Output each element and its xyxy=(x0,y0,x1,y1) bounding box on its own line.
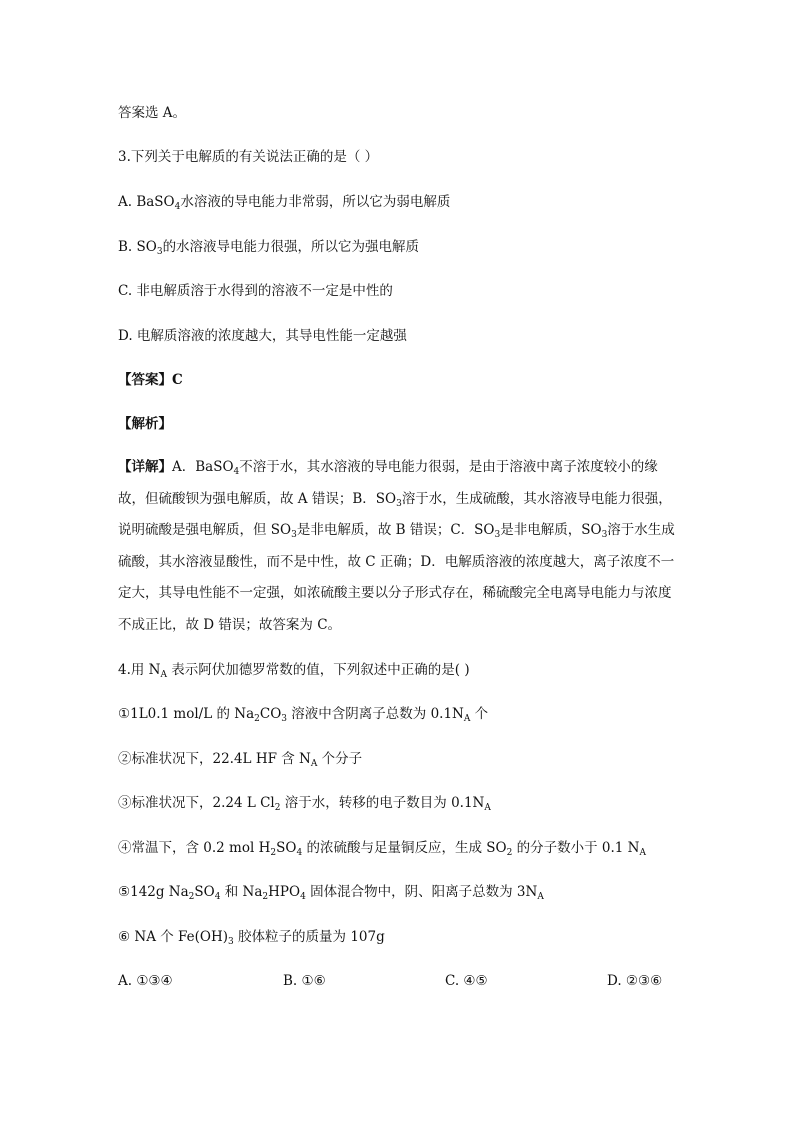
subscript: A xyxy=(160,670,167,680)
answer-label: 【答案】C xyxy=(118,372,183,388)
subscript: 4 xyxy=(174,202,181,212)
subscript: 2 xyxy=(254,714,260,724)
text: 的浓硫酸与足量铜反应，生成 SO xyxy=(302,840,507,856)
text: SO xyxy=(194,884,215,900)
question-4-item-5 xyxy=(118,883,544,901)
text: 表示阿伏加德罗常数的值，下列叙述中正确的是( ) xyxy=(166,662,470,678)
text: ⑤142g Na xyxy=(118,884,189,900)
text: SO xyxy=(276,840,297,856)
text: ①1L0.1 mol/L 的 Na xyxy=(118,706,255,722)
subscript: 4 xyxy=(233,467,240,477)
text: 固体混合物中，阴、阳离子总数为 3N xyxy=(305,884,538,900)
analysis-label: 【解析】 xyxy=(118,416,172,432)
text: 的水溶液导电能力很强，所以它为强电解质 xyxy=(162,239,420,255)
text: B. SO xyxy=(118,239,157,255)
question-3-stem: 3.下列关于电解质的有关说法正确的是（ ） xyxy=(118,149,379,165)
text: 4.用 N xyxy=(118,662,161,678)
subscript: 2 xyxy=(506,848,513,858)
subscript: 4 xyxy=(300,892,306,902)
detail-paragraph xyxy=(118,452,678,641)
question-4-option-b: B. ①⑥ xyxy=(283,973,326,989)
subscript: 3 xyxy=(291,530,297,540)
text: 不溶于水，其水溶液的导电能力很弱，是由于溶液中离子浓度较小的缘故，但硫酸钡为强电解质，故 A 错误；B．SO xyxy=(118,459,658,507)
question-3-option-d: D. 电解质溶液的浓度越大，其导电性能一定越强 xyxy=(118,328,407,344)
subscript: 2 xyxy=(262,892,269,902)
text: 溶于水，生成硫酸，其水溶液导电能力很强，说明硫酸是强电解质，但 SO xyxy=(118,490,672,538)
subscript: 4 xyxy=(214,892,221,902)
subscript: A xyxy=(639,848,646,858)
subscript: 2 xyxy=(274,803,281,813)
subscript: 3 xyxy=(156,247,163,257)
text: 溶于水生成硫酸，其水溶液显酸性，而不是中性，故 C 正确；D．电解质溶液的浓度越大，离子浓度不一定大，其导电性能不一定强，如浓硫酸主要以分子形式存在，稀硫酸完全电离导电能力与浓度不成正比，故 D 错误；故答案为 C。 xyxy=(118,522,675,633)
question-4-item-6 xyxy=(118,928,385,946)
text: 胶体粒子的质量为 107g xyxy=(233,929,385,945)
question-4-item-3 xyxy=(118,794,491,812)
question-4-item-4 xyxy=(118,839,646,857)
question-4-option-d: D. ②③⑥ xyxy=(607,973,663,989)
text: ⑥ NA 个 Fe(OH) xyxy=(118,929,229,945)
question-4-item-2 xyxy=(118,750,362,768)
subscript: 3 xyxy=(228,937,234,947)
question-3-option-b xyxy=(118,238,419,256)
question-4-option-a: A. ①③④ xyxy=(118,973,173,989)
subscript: 4 xyxy=(296,848,303,858)
subscript: 2 xyxy=(270,848,277,858)
question-4-item-1 xyxy=(118,705,488,723)
subscript: 3 xyxy=(281,714,287,724)
text: A．BaSO xyxy=(172,459,234,475)
text: ④常温下，含 0.2 mol H xyxy=(118,840,271,856)
subscript: A xyxy=(463,714,471,724)
text: 溶于水，转移的电子数目为 0.1N xyxy=(280,795,485,811)
subscript: 2 xyxy=(188,892,195,902)
question-3-option-a xyxy=(118,193,450,211)
text: A. BaSO xyxy=(118,194,175,210)
text: 和 Na xyxy=(220,884,263,900)
text: 水溶液的导电能力非常弱，所以它为弱电解质 xyxy=(180,194,451,210)
text: 个分子 xyxy=(317,751,363,767)
subscript: 3 xyxy=(396,498,402,509)
subscript: A xyxy=(484,803,491,813)
question-4-stem xyxy=(118,661,470,679)
subscript: 3 xyxy=(601,530,608,540)
subscript: 3 xyxy=(494,530,501,540)
subscript: A xyxy=(537,892,544,902)
text: ②标准状况下，22.4L HF 含 N xyxy=(118,751,311,767)
text: 的分子数小于 0.1 N xyxy=(512,840,640,856)
prev-answer-line: 答案选 A。 xyxy=(118,105,187,121)
detail-label: 【详解】 xyxy=(118,459,172,475)
question-4-option-c: C. ④⑤ xyxy=(445,973,488,989)
text: 是非电解质，故 B 错误；C．SO xyxy=(296,522,495,538)
question-3-option-c: C. 非电解质溶于水得到的溶液不一定是中性的 xyxy=(118,283,393,299)
text: CO xyxy=(259,706,282,722)
subscript: A xyxy=(310,759,318,769)
text: 溶液中含阴离子总数为 0.1N xyxy=(287,706,464,722)
text: 个 xyxy=(470,706,489,722)
text: ③标准状况下，2.24 L Cl xyxy=(118,795,275,811)
text: 是非电解质，SO xyxy=(500,522,602,538)
text: HPO xyxy=(268,884,301,900)
